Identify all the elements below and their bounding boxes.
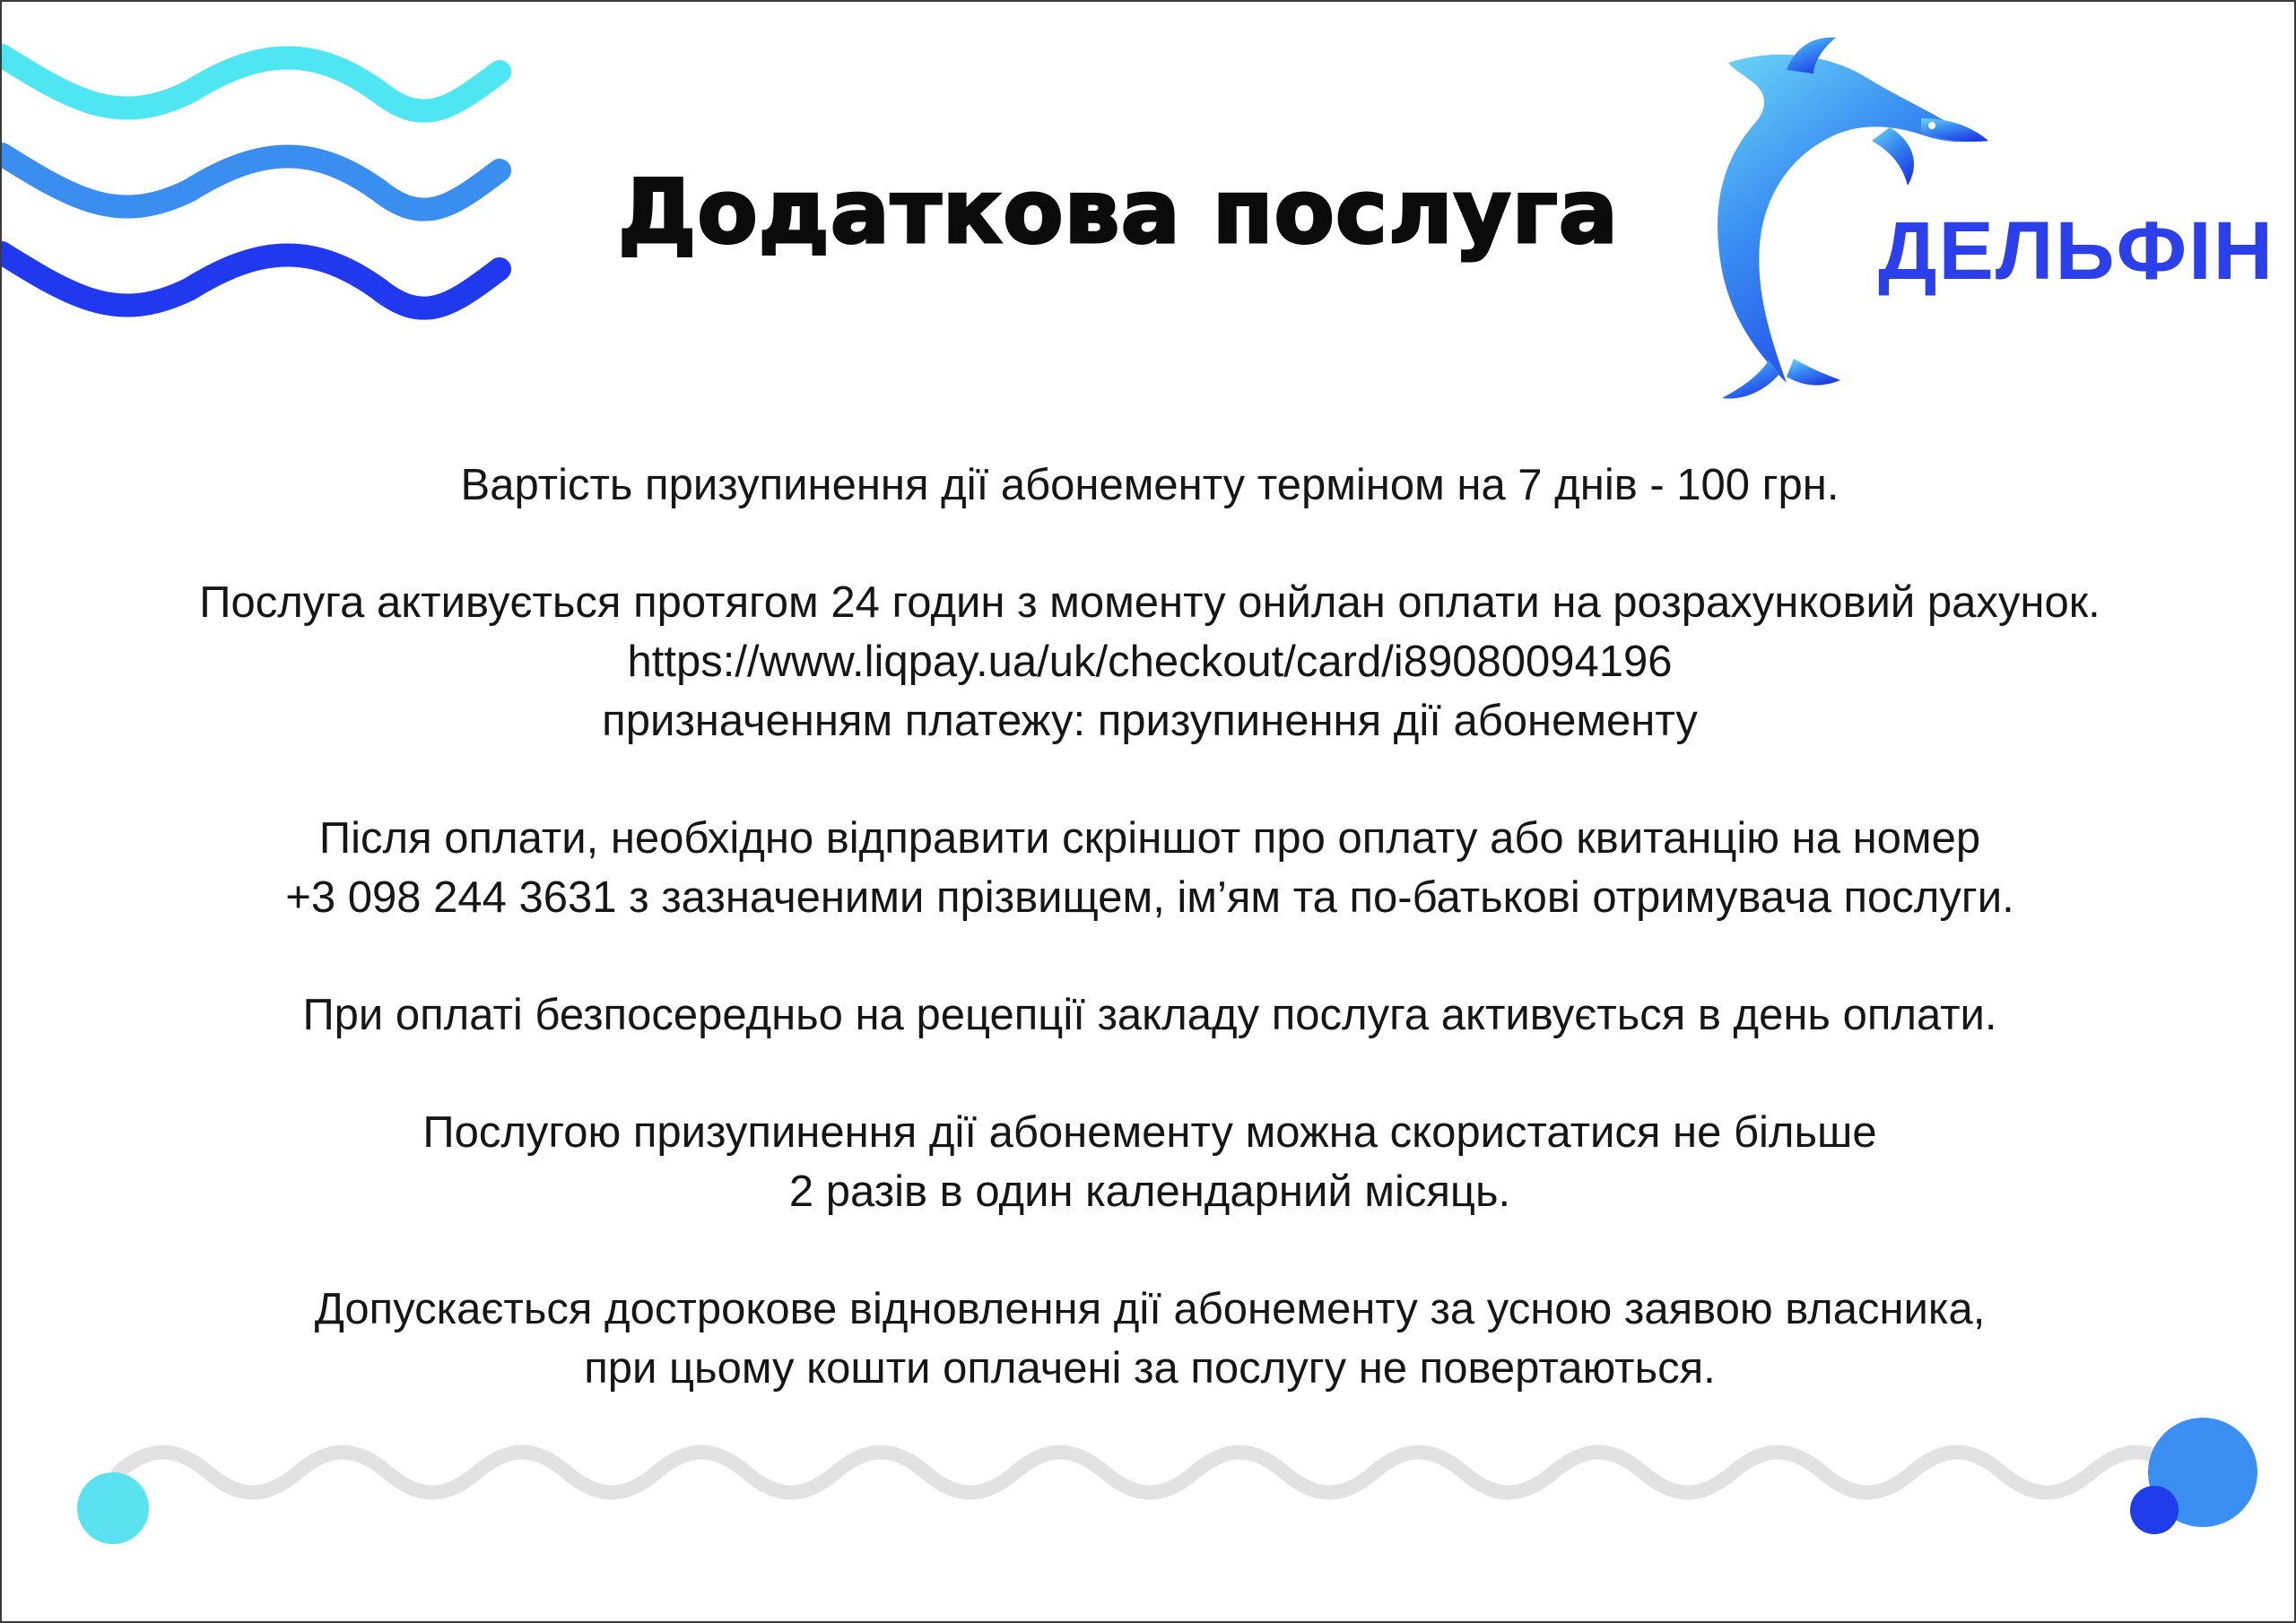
- text-line: Послугою призупинення дії абонементу можна скористатися не більше: [422, 1108, 1877, 1157]
- dark-blue-circle: [2130, 1486, 2179, 1534]
- text-line: Після оплати, необхідно відправити скріншот про оплату або квитанцію на номер: [318, 814, 1981, 863]
- text-line: Допускається дострокове відновлення дії абонементу за усною заявою власника,: [314, 1285, 1986, 1333]
- early-renewal-paragraph: [2, 1280, 2296, 1398]
- bottom-decoration: [2, 1401, 2296, 1623]
- after-payment-paragraph: [2, 809, 2296, 927]
- price-paragraph: [2, 456, 2296, 515]
- text-line: Послуга активується протягом 24 годин з моменту онйлан оплати на розрахунковий рахунок.: [199, 578, 2100, 627]
- limit-paragraph: [2, 1103, 2296, 1221]
- text-line: Вартість призупинення дії абонементу терміном на 7 днів - 100 грн.: [460, 461, 1839, 509]
- text-line: При оплаті безпосередньо на рецепції закладу послуга активується в день оплати.: [302, 991, 1997, 1039]
- text-line: 2 разів в один календарний місяць.: [788, 1167, 1511, 1216]
- text-line: при цьому кошти оплачені за послугу не повертаються.: [584, 1344, 1716, 1393]
- wave-light: [2, 56, 500, 111]
- payment-link[interactable]: https://www.liqpay.ua/uk/checkout/card/i89080094196: [627, 638, 1673, 686]
- text-line: призначенням платежу: призупинення дії абонементу: [602, 697, 1698, 745]
- phone-line: +3 098 244 3631 з зазначеними прізвищем, ім’ям та по-батькові отримувача послуги.: [285, 873, 2014, 922]
- grey-wave: [118, 1453, 2181, 1493]
- page-title: Додаткова послуга: [618, 161, 1619, 264]
- reception-paragraph: [2, 985, 2296, 1045]
- cyan-circle: [77, 1472, 149, 1544]
- activation-paragraph: [2, 573, 2296, 751]
- brand-name: ДЕЛЬФІН: [1878, 205, 2275, 297]
- info-text: [2, 456, 2296, 1456]
